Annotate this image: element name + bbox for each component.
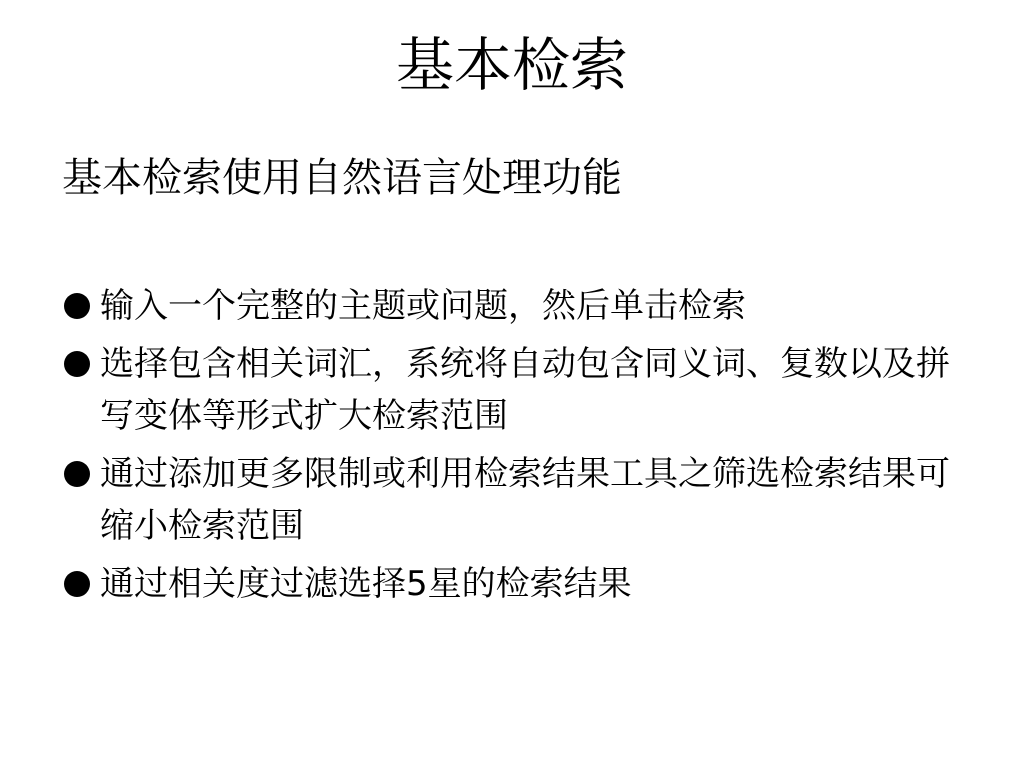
bullet-item <box>62 280 952 332</box>
bullet-item <box>62 338 952 442</box>
bullet-item <box>62 448 952 552</box>
bullet-dot-icon <box>64 461 90 487</box>
bullet-dot-icon <box>64 293 90 319</box>
bullet-item <box>62 558 952 610</box>
bullet-dot-icon <box>64 351 90 377</box>
bullet-list <box>62 280 952 616</box>
bullet-text: 输入一个完整的主题或问题，然后单击检索 <box>100 286 746 326</box>
bullet-dot-icon <box>64 571 90 597</box>
bullet-text: 选择包含相关词汇，系统将自动包含同义词、复数以及拼写变体等形式扩大检索范围 <box>100 344 950 436</box>
bullet-text: 通过添加更多限制或利用检索结果工具之筛选检索结果可缩小检索范围 <box>100 454 950 546</box>
bullet-text: 通过相关度过滤选择5星的检索结果 <box>100 564 632 604</box>
slide-subtitle: 基本检索使用自然语言处理功能 <box>62 155 622 201</box>
slide-title: 基本检索 <box>395 31 628 99</box>
